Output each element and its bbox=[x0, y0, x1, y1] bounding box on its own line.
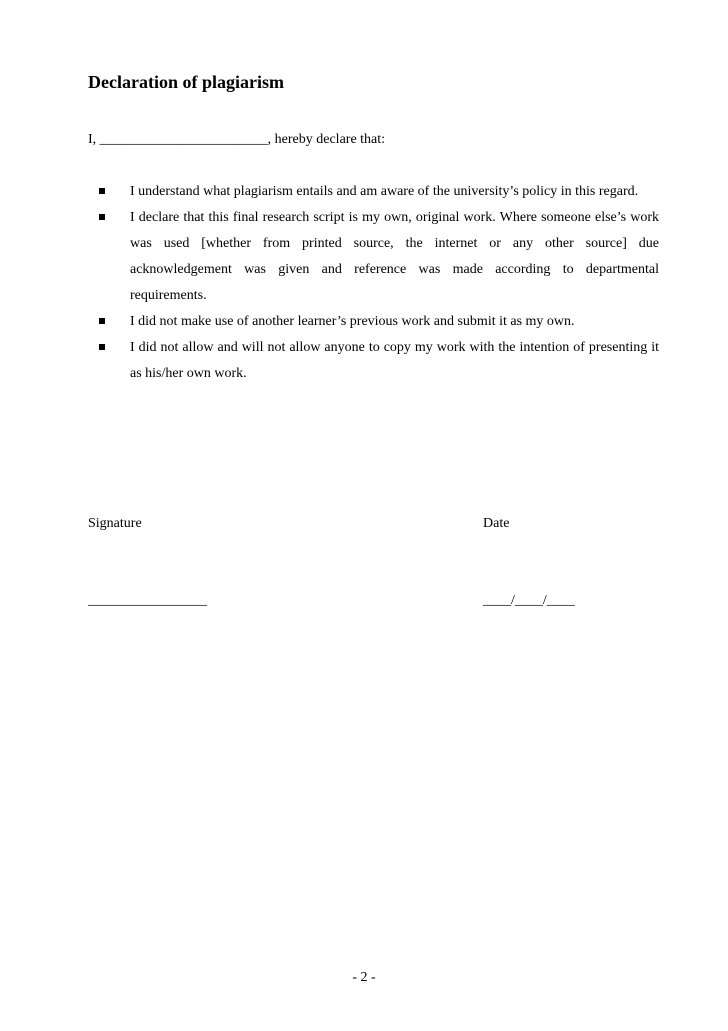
date-label: Date bbox=[483, 516, 510, 531]
list-item bbox=[88, 335, 659, 387]
list-item-text: I understand what plagiarism entails and am aware of the university’s policy in this regard. bbox=[130, 184, 639, 199]
square-bullet-icon bbox=[99, 214, 105, 220]
list-item-text: I did not allow and will not allow anyone to copy my work with the intention of presenting it as his/her own work. bbox=[130, 340, 659, 381]
square-bullet-icon bbox=[99, 188, 105, 194]
list-item bbox=[88, 309, 659, 335]
list-item bbox=[88, 179, 659, 205]
list-item-text: I declare that this final research script is my own, original work. Where someone else’s work was used [whether from printed source, the internet or any other source] due acknowledgement was given and reference was made according to departmental requirements. bbox=[130, 210, 659, 303]
page-number: - 2 - bbox=[352, 970, 376, 985]
signature-label: Signature bbox=[88, 516, 142, 531]
page-title: Declaration of plagiarism bbox=[88, 72, 284, 92]
declaration-statement: I, ________________________, hereby declare that: bbox=[88, 132, 386, 147]
square-bullet-icon bbox=[99, 344, 105, 350]
signature-line: _________________ bbox=[88, 593, 207, 608]
date-line: ____/____/____ bbox=[483, 593, 575, 608]
list-item-text: I did not make use of another learner’s previous work and submit it as my own. bbox=[130, 314, 575, 329]
list-item bbox=[88, 205, 659, 309]
square-bullet-icon bbox=[99, 318, 105, 324]
declaration-list bbox=[88, 179, 659, 387]
